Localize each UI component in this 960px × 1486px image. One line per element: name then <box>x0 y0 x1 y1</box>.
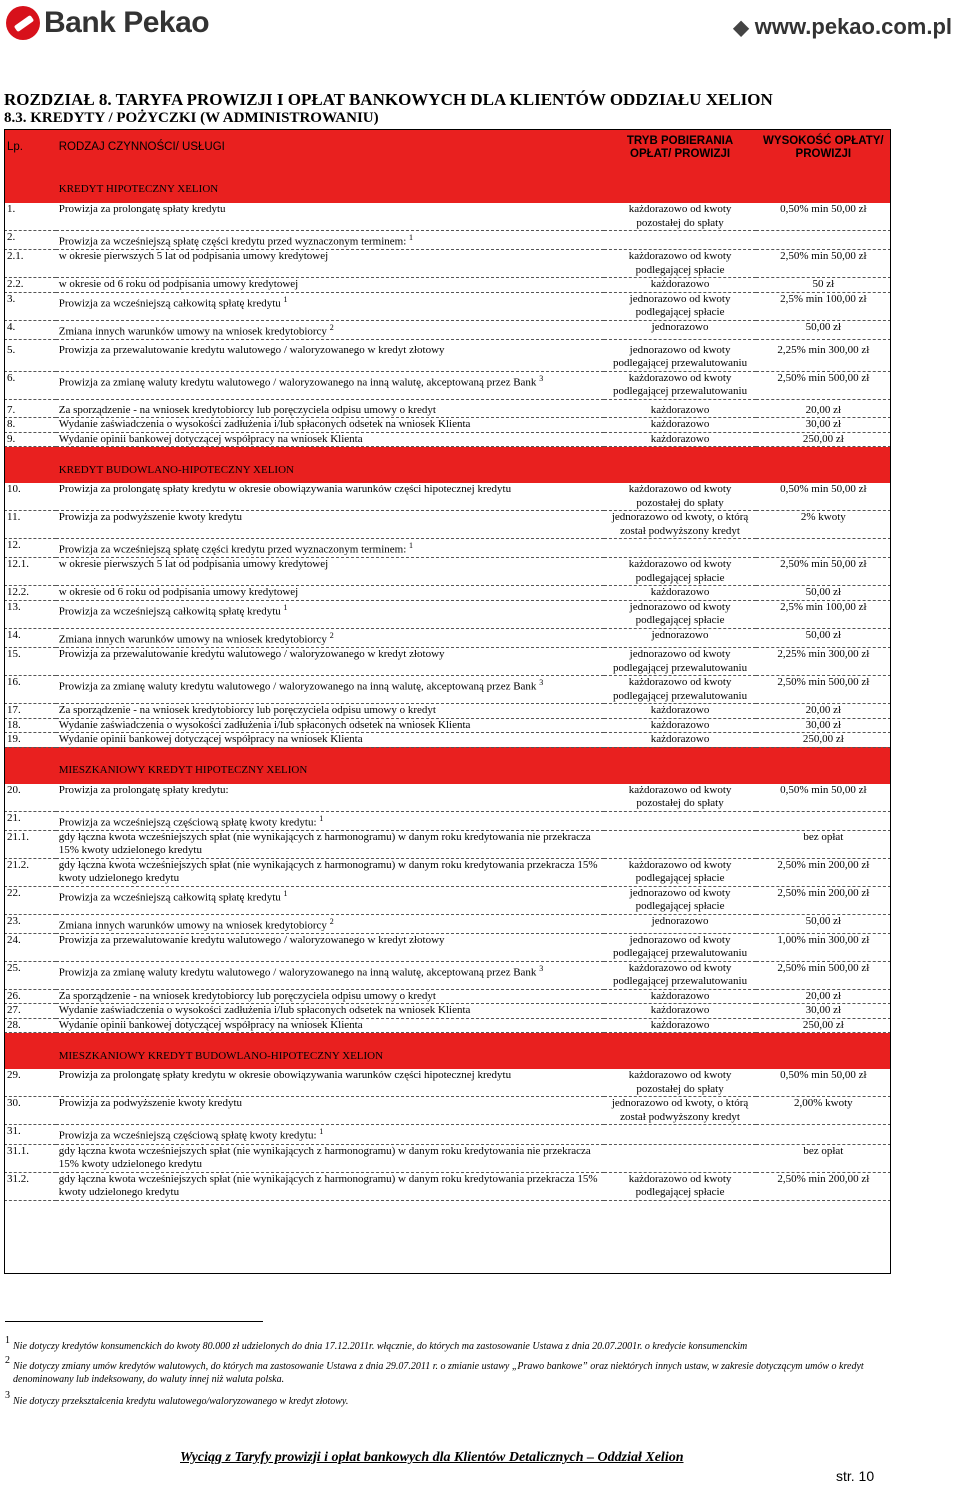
footnote-ref: 2 <box>329 322 334 332</box>
row-amount: 2,50% min 500,00 zł <box>756 371 891 399</box>
section-header <box>4 747 891 784</box>
row-collection-mode <box>604 539 755 558</box>
col-desc: RODZAJ CZYNNOŚCI/ USŁUGI <box>56 129 605 167</box>
row-number: 22. <box>4 886 56 914</box>
row-number: 12.1. <box>4 558 56 586</box>
footnote-ref: 3 <box>539 373 544 383</box>
row-description: Wydanie opinii bankowej dotyczącej współpracy na wniosek Klienta <box>56 733 605 748</box>
row-amount <box>756 231 891 250</box>
row-amount: 250,00 zł <box>756 1018 891 1033</box>
bank-logo <box>6 6 209 40</box>
row-description: Prowizja za wcześniejszą częściową spłatę kwoty kredytu: $^1$ <box>56 1125 605 1144</box>
table-row <box>4 858 891 886</box>
row-amount: bez opłat <box>756 1144 891 1172</box>
footnote-ref: 1 <box>283 602 288 612</box>
footnote-ref: 1 <box>283 888 288 898</box>
row-collection-mode: jednorazowo od kwoty, o którą został podwyższony kredyt <box>604 1097 755 1125</box>
row-collection-mode: każdorazowo <box>604 1004 755 1019</box>
row-amount: 250,00 zł <box>756 733 891 748</box>
row-amount: 2,50% min 500,00 zł <box>756 961 891 989</box>
table-row <box>4 1144 891 1172</box>
row-number: 21.2. <box>4 858 56 886</box>
row-amount: 0,50% min 50,00 zł <box>756 1069 891 1097</box>
table-row <box>4 404 891 418</box>
row-description: Prowizja za wcześniejszą spłatę części kredytu przed wyznaczonym terminem: $^1$ <box>56 231 605 250</box>
row-number: 11. <box>4 511 56 539</box>
section-title: MIESZKANIOWY KREDYT BUDOWLANO-HIPOTECZNY XELION <box>56 1033 891 1070</box>
row-collection-mode: każdorazowo <box>604 418 755 433</box>
table-row <box>4 600 891 628</box>
section-header <box>4 447 891 484</box>
fee-table <box>4 129 891 1201</box>
row-number: 19. <box>4 733 56 748</box>
row-amount: 50 zł <box>756 278 891 293</box>
row-number: 28. <box>4 1018 56 1033</box>
row-description: Zmiana innych warunków umowy na wniosek kredytobiorcy $^2$ <box>56 914 605 933</box>
row-collection-mode <box>604 1125 755 1144</box>
row-collection-mode: jednorazowo <box>604 914 755 933</box>
row-amount: 0,50% min 50,00 zł <box>756 784 891 812</box>
row-amount: 2,50% min 200,00 zł <box>756 858 891 886</box>
row-collection-mode <box>604 1144 755 1172</box>
table-row <box>4 784 891 812</box>
row-collection-mode: każdorazowo od kwoty pozostałej do spłaty <box>604 784 755 812</box>
row-collection-mode: każdorazowo od kwoty podlegającej przewalutowaniu <box>604 961 755 989</box>
row-number: 6. <box>4 371 56 399</box>
row-number: 30. <box>4 1097 56 1125</box>
row-description: Prowizja za wcześniejszą całkowitą spłatę kredytu $^1$ <box>56 292 605 320</box>
row-description: Prowizja za prolongatę spłaty kredytu <box>56 203 605 231</box>
table-row <box>4 320 891 339</box>
bison-icon: ◆ <box>733 16 749 39</box>
row-description: Prowizja za podwyższenie kwoty kredytu <box>56 511 605 539</box>
row-number: 20. <box>4 784 56 812</box>
row-number: 1. <box>4 203 56 231</box>
table-row <box>4 676 891 704</box>
row-amount: 50,00 zł <box>756 320 891 339</box>
row-description: Prowizja za wcześniejszą całkowitą spłatę kredytu $^1$ <box>56 600 605 628</box>
row-number: 8. <box>4 418 56 433</box>
row-number: 12.2. <box>4 586 56 601</box>
row-number: 24. <box>4 933 56 961</box>
row-description: Za sporządzenie - na wniosek kredytobiorcy lub poręczyciela odpisu umowy o kredyt <box>56 404 605 418</box>
row-description: w okresie pierwszych 5 lat od podpisania umowy kredytowej <box>56 250 605 278</box>
footnote-ref: 1 <box>319 1127 324 1137</box>
row-amount: 2,50% min 200,00 zł <box>756 1172 891 1200</box>
row-amount: 50,00 zł <box>756 586 891 601</box>
table-row <box>4 292 891 320</box>
table-row <box>4 558 891 586</box>
table-row <box>4 961 891 989</box>
row-amount: 2,25% min 300,00 zł <box>756 648 891 676</box>
row-description: w okresie od 6 roku od podpisania umowy kredytowej <box>56 586 605 601</box>
row-description: Za sporządzenie - na wniosek kredytobiorcy lub poręczyciela odpisu umowy o kredyt <box>56 989 605 1004</box>
table-row <box>4 886 891 914</box>
row-collection-mode <box>604 811 755 830</box>
row-collection-mode: każdorazowo <box>604 404 755 418</box>
row-amount: 0,50% min 50,00 zł <box>756 203 891 231</box>
row-number: 14. <box>4 628 56 647</box>
table-row <box>4 1069 891 1097</box>
chapter-heading: ROZDZIAŁ 8. TARYFA PROWIZJI I OPŁAT BANKOWYCH DLA KLIENTÓW ODDZIAŁU XELION <box>4 90 773 109</box>
row-number: 5. <box>4 344 56 372</box>
row-collection-mode: jednorazowo od kwoty podlegającej spłacie <box>604 886 755 914</box>
row-description: Prowizja za wcześniejszą spłatę części kredytu przed wyznaczonym terminem: $^1$ <box>56 539 605 558</box>
row-collection-mode: każdorazowo <box>604 989 755 1004</box>
row-amount: 2% kwoty <box>756 511 891 539</box>
row-number: 31.2. <box>4 1172 56 1200</box>
pekao-logo-icon <box>6 6 40 40</box>
table-row <box>4 539 891 558</box>
section-header <box>4 1033 891 1070</box>
row-collection-mode: jednorazowo od kwoty podlegającej przewalutowaniu <box>604 648 755 676</box>
footnote-ref: 1 <box>409 233 414 242</box>
row-collection-mode: każdorazowo od kwoty podlegającej spłacie <box>604 858 755 886</box>
row-amount: 2,50% min 200,00 zł <box>756 886 891 914</box>
row-description: Prowizja za prolongatę spłaty kredytu: <box>56 784 605 812</box>
section-header <box>4 167 891 203</box>
row-number: 7. <box>4 404 56 418</box>
row-number: 16. <box>4 676 56 704</box>
row-amount <box>756 811 891 830</box>
footnote-ref: 2 <box>329 916 334 926</box>
row-amount: 20,00 zł <box>756 704 891 719</box>
row-collection-mode: jednorazowo od kwoty podlegającej przewalutowaniu <box>604 344 755 372</box>
row-amount: 2,50% min 500,00 zł <box>756 676 891 704</box>
table-row <box>4 718 891 733</box>
row-amount: 50,00 zł <box>756 628 891 647</box>
table-row <box>4 203 891 231</box>
table-row <box>4 704 891 719</box>
col-wys: WYSOKOŚĆ OPŁATY/ PROWIZJI <box>756 129 891 167</box>
row-description: Zmiana innych warunków umowy na wniosek kredytobiorcy $^2$ <box>56 320 605 339</box>
row-description: Prowizja za przewalutowanie kredytu walutowego / waloryzowanego w kredyt złotowy <box>56 933 605 961</box>
row-collection-mode <box>604 231 755 250</box>
row-amount: 50,00 zł <box>756 914 891 933</box>
row-description: Prowizja za przewalutowanie kredytu walutowego / waloryzowanego w kredyt złotowy <box>56 648 605 676</box>
row-amount <box>756 1125 891 1144</box>
table-row <box>4 231 891 250</box>
section-heading: 8.3. KREDYTY / POŻYCZKI (W ADMINISTROWANIU) <box>4 110 379 126</box>
row-amount: 30,00 zł <box>756 418 891 433</box>
row-description: Wydanie zaświadczenia o wysokości zadłużenia i/lub spłaconych odsetek na wniosek Klienta <box>56 718 605 733</box>
row-amount: 2,25% min 300,00 zł <box>756 344 891 372</box>
row-collection-mode: jednorazowo od kwoty, o którą został podwyższony kredyt <box>604 511 755 539</box>
row-collection-mode: każdorazowo od kwoty podlegającej przewalutowaniu <box>604 371 755 399</box>
table-row <box>4 989 891 1004</box>
row-collection-mode: każdorazowo od kwoty podlegającej spłacie <box>604 558 755 586</box>
row-number: 12. <box>4 539 56 558</box>
footnote-ref: 3 <box>539 963 544 973</box>
footnote-3: 3 Nie dotyczy przekształcenia kredytu walutowego/waloryzowanego w kredyt złotowy. <box>5 1390 349 1407</box>
row-number: 29. <box>4 1069 56 1097</box>
footnote-1: 1 Nie dotyczy kredytów konsumenckich do kwoty 80.000 zł udzielonych do dnia 17.12.2011r. włącznie, do których ma zastosowanie Ustawa z dnia 20.07.2001r. o kredycie konsumenckim <box>5 1335 748 1352</box>
row-number: 25. <box>4 961 56 989</box>
row-description: Prowizja za zmianę waluty kredytu walutowego / waloryzowanego na inną walutę, akceptowaną przez Bank $^3$ <box>56 961 605 989</box>
section-title: KREDYT BUDOWLANO-HIPOTECZNY XELION <box>56 447 891 484</box>
row-amount: bez opłat <box>756 830 891 858</box>
table-row <box>4 483 891 511</box>
row-description: Prowizja za zmianę waluty kredytu walutowego / waloryzowanego na inną walutę, akceptowaną przez Bank $^3$ <box>56 371 605 399</box>
table-row <box>4 432 891 447</box>
table-row <box>4 278 891 293</box>
row-description: Wydanie opinii bankowej dotyczącej współpracy na wniosek Klienta <box>56 432 605 447</box>
row-collection-mode: każdorazowo <box>604 586 755 601</box>
row-collection-mode: jednorazowo od kwoty podlegającej spłacie <box>604 600 755 628</box>
row-number: 4. <box>4 320 56 339</box>
row-number: 27. <box>4 1004 56 1019</box>
bank-name: Bank Pekao <box>44 6 210 39</box>
row-number: 15. <box>4 648 56 676</box>
row-number: 10. <box>4 483 56 511</box>
row-description: Prowizja za prolongatę spłaty kredytu w okresie obowiązywania warunków części hipotecznej kredytu <box>56 1069 605 1097</box>
table-row <box>4 1097 891 1125</box>
section-title: MIESZKANIOWY KREDYT HIPOTECZNY XELION <box>56 747 891 784</box>
footnote-ref: 3 <box>539 678 544 688</box>
row-amount: 2,50% min 50,00 zł <box>756 250 891 278</box>
table-row <box>4 371 891 399</box>
row-collection-mode: każdorazowo <box>604 733 755 748</box>
row-number: 26. <box>4 989 56 1004</box>
table-row <box>4 1018 891 1033</box>
row-collection-mode: każdorazowo od kwoty pozostałej do spłaty <box>604 203 755 231</box>
table-row <box>4 811 891 830</box>
row-description: w okresie od 6 roku od podpisania umowy kredytowej <box>56 278 605 293</box>
row-amount: 0,50% min 50,00 zł <box>756 483 891 511</box>
row-collection-mode: każdorazowo <box>604 432 755 447</box>
table-row <box>4 418 891 433</box>
footnote-ref: 1 <box>409 541 414 551</box>
row-description: gdy łączna kwota wcześniejszych spłat (nie wynikających z harmonogramu) w danym roku kredytowania przekracza 15% kwoty udzielonego kredytu <box>56 858 605 886</box>
row-description: gdy łączna kwota wcześniejszych spłat (nie wynikających z harmonogramu) w danym roku kredytowania nie przekracza 15% kwoty udzielonego kredytu <box>56 1144 605 1172</box>
table-row <box>4 648 891 676</box>
col-lp: Lp. <box>4 129 56 167</box>
row-collection-mode: każdorazowo od kwoty podlegającej spłacie <box>604 1172 755 1200</box>
table-row <box>4 1125 891 1144</box>
row-description: Wydanie zaświadczenia o wysokości zadłużenia i/lub spłaconych odsetek na wniosek Klienta <box>56 418 605 433</box>
row-amount: 2,50% min 50,00 zł <box>756 558 891 586</box>
row-number: 23. <box>4 914 56 933</box>
table-row <box>4 733 891 748</box>
row-description: Za sporządzenie - na wniosek kredytobiorcy lub poręczyciela odpisu umowy o kredyt <box>56 704 605 719</box>
row-number: 2. <box>4 231 56 250</box>
row-number: 31.1. <box>4 1144 56 1172</box>
table-row <box>4 586 891 601</box>
row-number: 21.1. <box>4 830 56 858</box>
table-row <box>4 1004 891 1019</box>
table-row <box>4 511 891 539</box>
row-description: Zmiana innych warunków umowy na wniosek kredytobiorcy $^2$ <box>56 628 605 647</box>
row-number: 2.2. <box>4 278 56 293</box>
table-row <box>4 830 891 858</box>
row-description: Wydanie opinii bankowej dotyczącej współpracy na wniosek Klienta <box>56 1018 605 1033</box>
row-collection-mode <box>604 830 755 858</box>
table-header <box>4 129 891 167</box>
row-collection-mode: jednorazowo <box>604 320 755 339</box>
table-row <box>4 628 891 647</box>
row-collection-mode: każdorazowo <box>604 1018 755 1033</box>
row-number: 31. <box>4 1125 56 1144</box>
row-description: Prowizja za wcześniejszą całkowitą spłatę kredytu $^1$ <box>56 886 605 914</box>
footnote-divider <box>5 1321 263 1322</box>
row-description: Prowizja za podwyższenie kwoty kredytu <box>56 1097 605 1125</box>
row-collection-mode: każdorazowo od kwoty pozostałej do spłaty <box>604 483 755 511</box>
row-amount: 20,00 zł <box>756 989 891 1004</box>
footnote-ref: 1 <box>319 813 324 823</box>
row-collection-mode: jednorazowo od kwoty podlegającej przewalutowaniu <box>604 933 755 961</box>
row-number: 13. <box>4 600 56 628</box>
row-description: gdy łączna kwota wcześniejszych spłat (nie wynikających z harmonogramu) w danym roku kredytowania przekracza 15% kwoty udzielonego kredytu <box>56 1172 605 1200</box>
row-number: 9. <box>4 432 56 447</box>
row-description: Wydanie zaświadczenia o wysokości zadłużenia i/lub spłaconych odsetek na wniosek Klienta <box>56 1004 605 1019</box>
footnote-2: 2 Nie dotyczy zmiany umów kredytów walutowych, do których ma zastosowanie Ustawa z dnia 29.07.2011 r. o zmianie ustawy „Prawo bankowe” oraz niektórych innych ustaw, w zakresie dotyczącym umów o kredyt denominowany lub indeksowany, do waluty innej niż waluta polska. <box>5 1355 864 1385</box>
row-number: 18. <box>4 718 56 733</box>
row-collection-mode: jednorazowo od kwoty podlegającej spłacie <box>604 292 755 320</box>
row-amount: 30,00 zł <box>756 718 891 733</box>
table-row <box>4 250 891 278</box>
row-amount: 30,00 zł <box>756 1004 891 1019</box>
row-amount: 2,5% min 100,00 zł <box>756 600 891 628</box>
row-number: 3. <box>4 292 56 320</box>
table-row <box>4 344 891 372</box>
table-row <box>4 1172 891 1200</box>
row-description: w okresie pierwszych 5 lat od podpisania umowy kredytowej <box>56 558 605 586</box>
table-row <box>4 933 891 961</box>
footnote-ref: 1 <box>283 294 288 304</box>
row-collection-mode: każdorazowo od kwoty podlegającej przewalutowaniu <box>604 676 755 704</box>
row-amount: 20,00 zł <box>756 404 891 418</box>
row-collection-mode: każdorazowo <box>604 704 755 719</box>
row-amount: 250,00 zł <box>756 432 891 447</box>
col-tryb: TRYB POBIERANIA OPŁAT/ PROWIZJI <box>604 129 755 167</box>
row-amount: 2,5% min 100,00 zł <box>756 292 891 320</box>
row-description: Prowizja za zmianę waluty kredytu walutowego / waloryzowanego na inną walutę, akceptowaną przez Bank $^3$ <box>56 676 605 704</box>
table-row <box>4 914 891 933</box>
website-url: www.pekao.com.pl <box>754 14 952 39</box>
row-number: 21. <box>4 811 56 830</box>
page-footer: Wyciąg z Taryfy prowizji i opłat bankowych dla Klientów Detalicznych – Oddział Xelion <box>180 1450 684 1465</box>
row-number: 17. <box>4 704 56 719</box>
website-link[interactable] <box>733 14 952 40</box>
row-number: 2.1. <box>4 250 56 278</box>
page-number: str. 10 <box>836 1468 875 1484</box>
row-collection-mode: każdorazowo <box>604 278 755 293</box>
row-collection-mode: każdorazowo od kwoty pozostałej do spłaty <box>604 1069 755 1097</box>
row-amount: 1,00% min 300,00 zł <box>756 933 891 961</box>
row-description: Prowizja za prolongatę spłaty kredytu w okresie obowiązywania warunków części hipotecznej kredytu <box>56 483 605 511</box>
row-collection-mode: każdorazowo <box>604 718 755 733</box>
row-amount <box>756 539 891 558</box>
row-amount: 2,00% kwoty <box>756 1097 891 1125</box>
footnote-ref: 2 <box>329 630 334 640</box>
row-collection-mode: jednorazowo <box>604 628 755 647</box>
row-description: gdy łączna kwota wcześniejszych spłat (nie wynikających z harmonogramu) w danym roku kredytowania nie przekracza 15% kwoty udzielonego kredytu <box>56 830 605 858</box>
row-description: Prowizja za przewalutowanie kredytu walutowego / waloryzowanego w kredyt złotowy <box>56 344 605 372</box>
section-title: KREDYT HIPOTECZNY XELION <box>56 167 891 203</box>
row-collection-mode: każdorazowo od kwoty podlegającej spłacie <box>604 250 755 278</box>
row-description: Prowizja za wcześniejszą częściową spłatę kwoty kredytu: $^1$ <box>56 811 605 830</box>
